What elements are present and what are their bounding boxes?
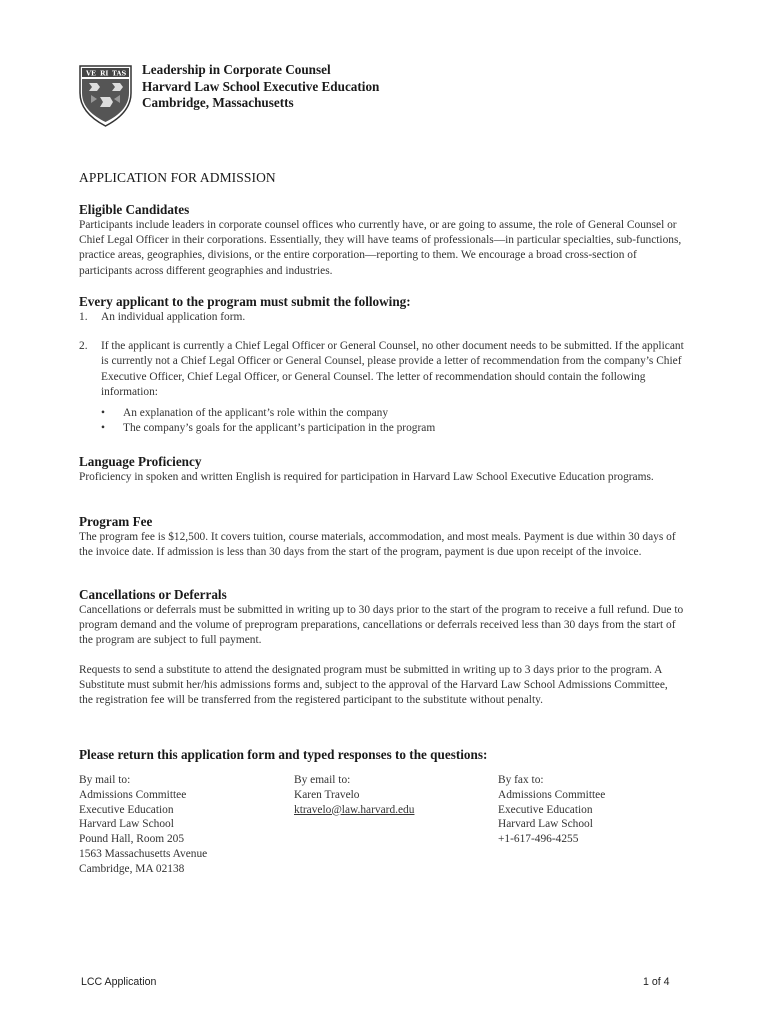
list-number: 2. (79, 340, 88, 353)
section-body: Participants include leaders in corporate counsel offices who currently have, or are going to assume, the role of General Counsel or Chief Legal Officer in their corporations. Essentially, they will have teams of professionals—in particular specialties, sub-functions, practice areas, geographies, divisions, or the entire corporation—reporting to them. We encourage a broad cross-section of participants across different geographies and industries. (79, 219, 682, 277)
fax-line: Admissions Committee (498, 788, 606, 801)
address-line: Pound Hall, Room 205 (79, 833, 185, 846)
footer-document-name: LCC Application (81, 976, 157, 988)
address-line: 1563 Massachusetts Avenue (79, 847, 208, 860)
bullet-item (101, 406, 684, 421)
section-body: Requests to send a substitute to attend the designated program must be submitted in writing up to 3 days prior to the program. A Substitute must submit her/his admissions forms and, subject to the approval of the Harvard Law School Admissions Committee, the registration fee will be transferred from the registered participant to the substitute without penalty. (79, 663, 668, 707)
eligible-candidates-section (79, 202, 684, 279)
section-heading: Program Fee (79, 514, 153, 529)
section-body: Cancellations or deferrals must be submitted in writing up to 30 days prior to the start of the program to receive a full refund. Due to program demand and the volume of preprogram preparations, cancellations or deferrals received less than 30 days from the start of the program are subject to full payment. (79, 604, 684, 647)
list-number: 1. (79, 311, 88, 323)
list-item (79, 310, 684, 325)
svg-text:RI: RI (100, 69, 109, 78)
section-body: Proficiency in spoken and written English is required for participation in Harvard Law School Executive Education programs. (79, 471, 654, 483)
bullet-text: An explanation of the applicant’s role within the company (123, 407, 389, 420)
address-line: Cambridge, MA 02138 (79, 862, 185, 875)
program-fee-section (79, 514, 684, 560)
fax-line: Harvard Law School (498, 818, 593, 831)
mail-address (79, 773, 207, 877)
address-line: Executive Education (79, 803, 174, 816)
fax-number: +1-617-496-4255 (498, 833, 579, 846)
harvard-shield-crest (79, 65, 132, 127)
cancellations-section (79, 587, 684, 708)
footer-page-number: 1 of 4 (643, 976, 670, 988)
bullet-icon: • (101, 422, 105, 435)
svg-text:VE: VE (86, 69, 96, 78)
section-heading: Every applicant to the program must submit the following: (79, 294, 411, 309)
bullet-text: The company’s goals for the applicant’s participation in the program (123, 422, 436, 435)
section-heading: Language Proficiency (79, 454, 202, 469)
fax-contact (498, 773, 605, 847)
school-name: Harvard Law School Executive Education (142, 78, 380, 94)
program-name: Leadership in Corporate Counsel (142, 62, 331, 77)
section-heading: Please return this application form and typed responses to the questions: (79, 747, 488, 762)
email-contact-name: Karen Travelo (294, 788, 360, 801)
fax-line: Executive Education (498, 803, 593, 816)
program-header (142, 62, 379, 112)
svg-text:TAS: TAS (112, 69, 127, 78)
email-link[interactable]: ktravelo@law.harvard.edu (294, 803, 415, 816)
language-proficiency-section (79, 454, 684, 485)
list-item (79, 339, 684, 400)
section-heading: Cancellations or Deferrals (79, 587, 227, 602)
bullet-list (101, 406, 684, 436)
return-instructions-heading-wrap (79, 747, 684, 763)
address-line: By mail to: (79, 774, 131, 786)
address-line: Admissions Committee (79, 788, 187, 801)
email-contact (294, 773, 414, 817)
bullet-item (101, 421, 684, 436)
location: Cambridge, Massachusetts (142, 95, 294, 110)
requirements-section (79, 294, 684, 436)
section-heading: Eligible Candidates (79, 202, 190, 217)
list-text: If the applicant is currently a Chief Legal Officer or General Counsel, no other document needs to be submitted. If the applicant is currently not a Chief Legal Officer or General Counsel, please provide a letter of recommendation from the company’s Chief Executive Officer, Chief Legal Officer, or General Counsel. The letter of recommendation should contain the following information: (101, 340, 684, 398)
bullet-icon: • (101, 407, 105, 420)
email-label: By email to: (294, 774, 351, 786)
list-text: An individual application form. (101, 311, 246, 323)
fax-line: By fax to: (498, 774, 544, 786)
page-title: APPLICATION FOR ADMISSION (79, 170, 276, 185)
address-line: Harvard Law School (79, 818, 174, 831)
section-body: The program fee is $12,500. It covers tuition, course materials, accommodation, and most meals. Payment is due within 30 days of the invoice date. If admission is less than 30 days from the start of the program, payment is due upon receipt of the invoice. (79, 531, 676, 559)
